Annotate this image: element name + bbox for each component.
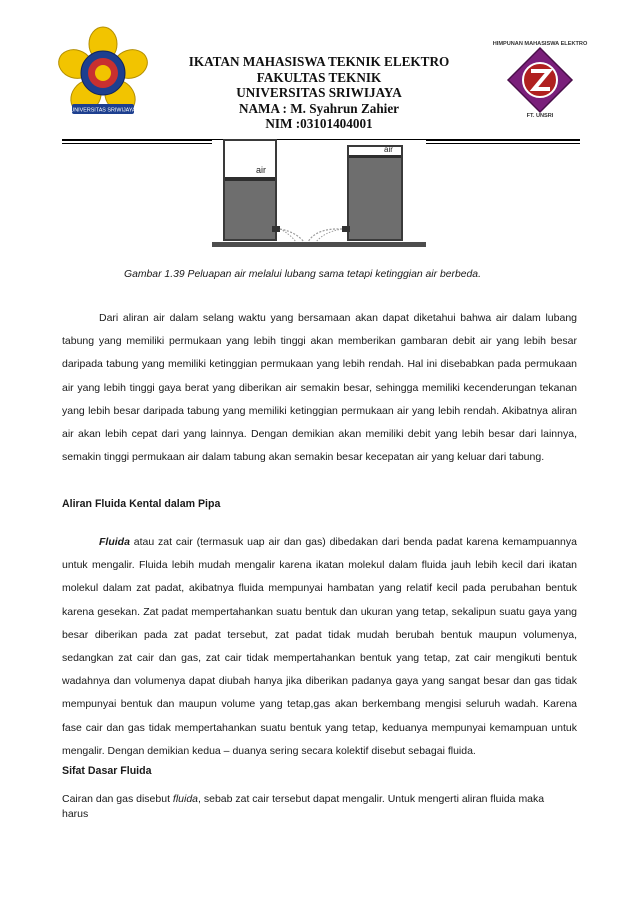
- tank-figure: [212, 140, 426, 258]
- himpunan-logo: [492, 38, 588, 119]
- university-logo: [58, 28, 148, 118]
- letterhead-line-2: FAKULTAS TEKNIK: [256, 69, 382, 85]
- right-tank-water: [349, 157, 401, 239]
- right-tank-label: air: [384, 145, 393, 154]
- sifat-text-after: , sebab zat cair tersebut dapat mengalir. Untuk mengerti aliran fluida maka harus: [62, 793, 545, 820]
- letterhead-line-3: UNIVERSITAS SRIWIJAYA: [236, 85, 402, 100]
- letterhead-line-1: IKATAN MAHASISWA TEKNIK ELEKTRO: [188, 54, 450, 69]
- letterhead: [160, 54, 478, 132]
- letterhead-line-5: NIM :03101404001: [265, 116, 373, 131]
- left-tank-label: air: [256, 165, 267, 175]
- heading-aliran-fluida: Aliran Fluida Kental dalam Pipa: [62, 498, 221, 510]
- logo-left-text: UNIVERSITAS SRIWIJAYA: [70, 107, 136, 114]
- letterhead-line-4: NAMA : M. Syahrun Zahier: [238, 100, 400, 116]
- left-tank-water: [225, 180, 275, 239]
- heading-sifat-dasar: Sifat Dasar Fluida: [62, 765, 152, 777]
- base-plate: [212, 242, 426, 247]
- term-fluida: Fluida: [99, 536, 130, 548]
- paragraph-sifat-dasar: [62, 792, 562, 822]
- logo-right-top-text: HIMPUNAN MAHASISWA ELEKTRO: [492, 41, 588, 47]
- term-fluida-italic: fluida: [172, 793, 199, 805]
- figure-caption: Gambar 1.39 Peluapan air melalui lubang sama tetapi ketinggian air berbeda.: [124, 269, 481, 280]
- sifat-text-before: Cairan dan gas disebut: [62, 793, 173, 805]
- paragraph-fluida: [62, 531, 577, 763]
- logo-right-bottom-text: FT. UNSRI: [526, 113, 554, 119]
- paragraph-debit: Dari aliran air dalam selang waktu yang bersamaan akan dapat diketahui bahwa air dalam lubang tabung yang memiliki permukaan yang lebih tinggi akan memberikan gambaran debit air yang lebih besar daripada tabung yang memiliki ketinggian permukaan yang lebih rendah. Hal ini disebabkan pada permukaan air yang lebih tinggi gaya berat yang diberikan air semakin besar, sehingga memiliki kecenderungan tekanan yang lebih besar daripada tabung yang memiliki ketinggian permukaan air yang lebih rendah. Akibatnya aliran air akan lebih cepat dari yang lainnya. Dengan demikian akan memiliki debit yang lebih besar dari lainnya, semakin tinggi permukaan air dalam tabung akan semakin besar kecepatan air yang keluar dari tabung.: [62, 312, 577, 464]
- paragraph-fluida-text: atau zat cair (termasuk uap air dan gas) dibedakan dari benda padat karena kemampuannya untuk mengalir. Fluida lebih mudah mengalir karena ikatan molekul dalam fluida jauh lebih kecil dari ikatan molekul dalam zat padat, akibatnya fluida mempunyai hambatan yang relatif kecil pada perubahan bentuk karena gesekan. Zat padat mempertahankan suatu bentuk dan ukuran yang tetap, sekalipun suatu gaya yang besar diberikan pada zat padat tersebut, zat padat tidak mudah berubah bentuk maupun volumenya, sedangkan zat cair dan gas, zat cair tidak mempertahankan bentuk yang tetap, zat cair mengikuti bentuk wadahnya dan volumenya dapat diubah hanya jika diberikan padanya gaya yang sangat besar dan gas tidak mempunyai bentuk dan maupun volume yang tetap,gas akan berkembang mengisi seluruh wadah. Karena fase cair dan gas tidak mempertahankan suatu bentuk yang tetap, keduanya mempunyai kemampuan untuk mengalir. Dengan demikian kedua – duanya sering secara kolektif disebut sebagai fluida.: [62, 536, 577, 757]
